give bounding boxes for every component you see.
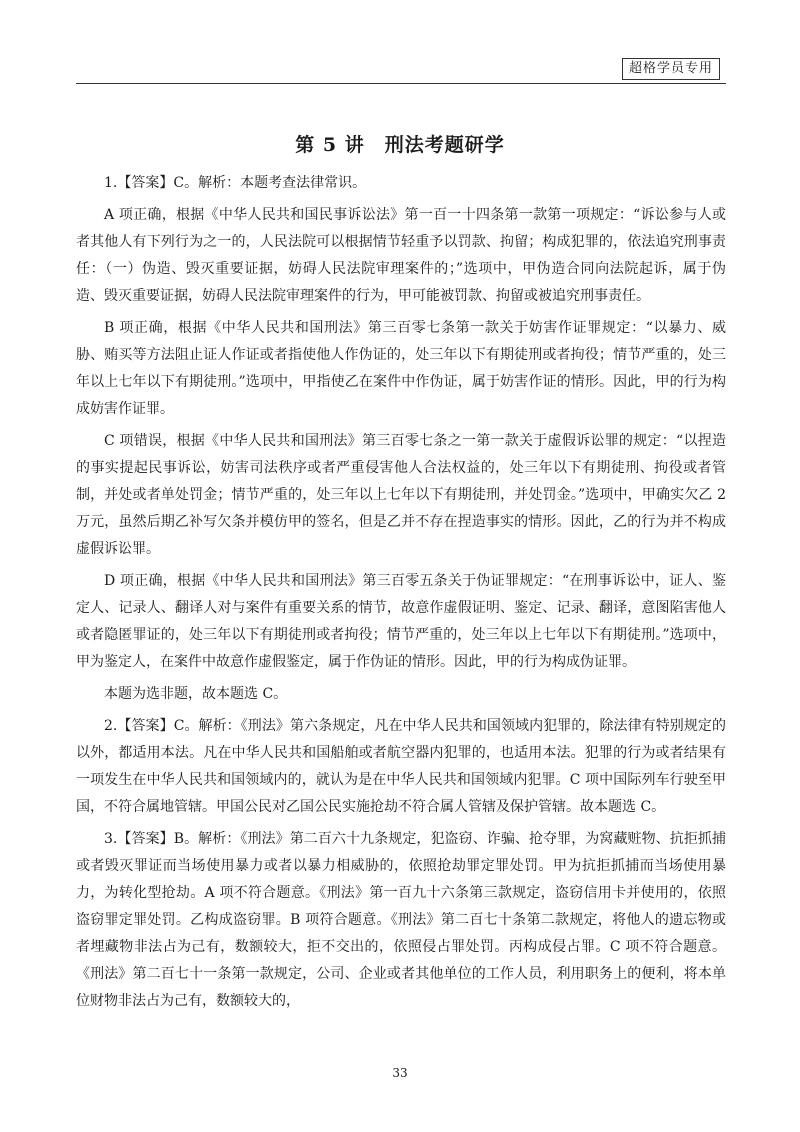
header-divider (76, 83, 726, 84)
paragraph: 1.【答案】C。解析：本题考查法律常识。 (104, 175, 367, 191)
paragraph: A 项正确，根据《中华人民共和国民事诉讼法》第一百一十四条第一款第一项规定：“诉讼参与人或者其他人有下列行为之一的，人民法院可以根据情节轻重予以罚款、拘留；构成犯罪的，依法追究刑事责任：（一）伪造、毁灭重要证据，妨碍人民法院审理案件的；”选项中，甲伪造合同向法院起诉，属于伪造、毁灭重要证据，妨碍人民法院审理案件的行为，甲可能被罚款、拘留或被追究刑事责任。 (76, 207, 726, 304)
page-number: 33 (392, 1066, 408, 1080)
paragraph: 本题为选非题，故本题选 C。 (104, 686, 288, 702)
lecture-title: 第 5 讲 刑法考题研学 (295, 134, 505, 156)
paragraph: C 项错误，根据《中华人民共和国刑法》第三百零七条之一第一款关于虚假诉讼罪的规定：“以捏造的事实提起民事诉讼，妨害司法秩序或者严重侵害他人合法权益的，处三年以下有期徒刑、拘役或者管制，并处或者单处罚金；情节严重的，处三年以上七年以下有期徒刑，并处罚金。”选项中，甲确实欠乙 2 万元，虽然后期乙补写欠条并模仿甲的签名，但是乙并不存在捏造事实的情形。因此，乙的行为并不构成虚假诉讼罪。 (76, 433, 726, 557)
paragraph: B 项正确，根据《中华人民共和国刑法》第三百零七条第一款关于妨害作证罪规定：“以暴力、威胁、贿买等方法阻止证人作证或者指使他人作伪证的，处三年以下有期徒刑或者拘役；情节严重的，处三年以上七年以下有期徒刑。”选项中，甲指使乙在案件中作伪证，属于妨害作证的情形。因此，甲的行为构成妨害作证罪。 (76, 320, 726, 417)
paragraph: D 项正确，根据《中华人民共和国刑法》第三百零五条关于伪证罪规定：“在刑事诉讼中，证人、鉴定人、记录人、翻译人对与案件有重要关系的情节，故意作虚假证明、鉴定、记录、翻译，意图陷害他人或者隐匿罪证的，处三年以下有期徒刑或者拘役；情节严重的，处三年以上七年以下有期徒刑。”选项中，甲为鉴定人，在案件中故意作虚假鉴定，属于作伪证的情形。因此，甲的行为构成伪证罪。 (76, 573, 726, 670)
paragraph: 2.【答案】C。解析：《刑法》第六条规定，凡在中华人民共和国领域内犯罪的，除法律有特别规定的以外，都适用本法。凡在中华人民共和国船舶或者航空器内犯罪的，也适用本法。犯罪的行为或者结果有一项发生在中华人民共和国领域内的，就认为是在中华人民共和国领域内犯罪。C 项中国际列车行驶至甲国，不符合属地管辖。甲国公民对乙国公民实施抢劫不符合属人管辖及保护管辖。故本题选 C。 (76, 718, 726, 815)
header-badge: 超格学员专用 (622, 58, 720, 80)
paragraph: 3.【答案】B。解析：《刑法》第二百六十九条规定，犯盗窃、诈骗、抢夺罪，为窝藏赃物、抗拒抓捕或者毁灭罪证而当场使用暴力或者以暴力相威胁的，依照抢劫罪定罪处罚。甲为抗拒抓捕而当场使用暴力，为转化型抢劫。A 项不符合题意。《刑法》第一百九十六条第三款规定，盗窃信用卡并使用的，依照盗窃罪定罪处罚。乙构成盗窃罪。B 项符合题意。《刑法》第二百七十条第二款规定，将他人的遗忘物或者埋藏物非法占为己有，数额较大，拒不交出的，依照侵占罪处罚。丙构成侵占罪。C 项不符合题意。《刑法》第二百七十一条第一款规定，公司、企业或者其他单位的工作人员，利用职务上的便利，将本单位财物非法占为己有，数额较大的， (76, 831, 726, 1009)
body-content (76, 170, 726, 1020)
